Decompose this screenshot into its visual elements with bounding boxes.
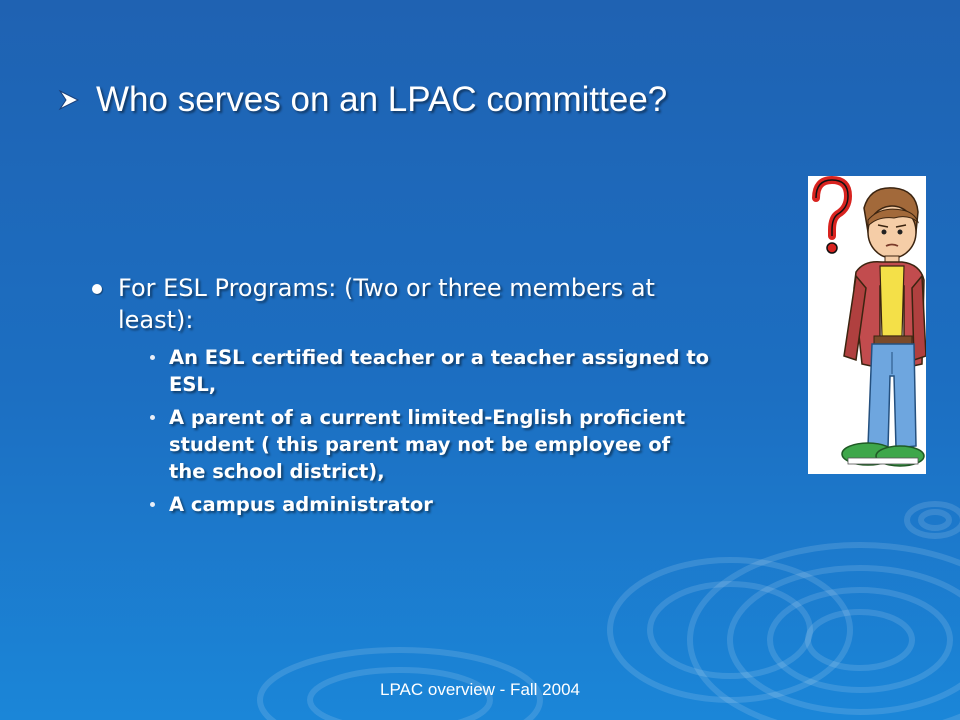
dot-bullet-icon xyxy=(92,284,102,294)
confused-boy-question-mark-icon xyxy=(808,176,926,474)
small-dot-bullet-icon xyxy=(150,415,155,420)
level2-bullet-item xyxy=(150,404,710,485)
level2-bullet-text: A parent of a current limited-English proficient student ( this parent may not be employee of the school district), xyxy=(169,406,686,483)
small-dot-bullet-icon xyxy=(150,502,155,507)
confused-boy-clipart xyxy=(808,176,926,474)
level2-bullet-text: A campus administrator xyxy=(169,493,433,516)
arrow-right-icon xyxy=(58,89,80,111)
level2-bullet-text: An ESL certified teacher or a teacher assigned to ESL, xyxy=(169,346,710,396)
bullet-content xyxy=(92,272,732,524)
level2-bullet-item xyxy=(150,344,710,398)
level2-bullet-list xyxy=(150,344,732,518)
level1-bullet-item xyxy=(92,272,732,336)
slide-title: Who serves on an LPAC committee? xyxy=(96,80,668,119)
level2-bullet-item xyxy=(150,491,710,518)
slide-footer: LPAC overview - Fall 2004 xyxy=(380,680,580,699)
level1-bullet-text: For ESL Programs: (Two or three members at least): xyxy=(118,274,655,334)
small-dot-bullet-icon xyxy=(150,355,155,360)
slide-title-row xyxy=(58,80,667,120)
